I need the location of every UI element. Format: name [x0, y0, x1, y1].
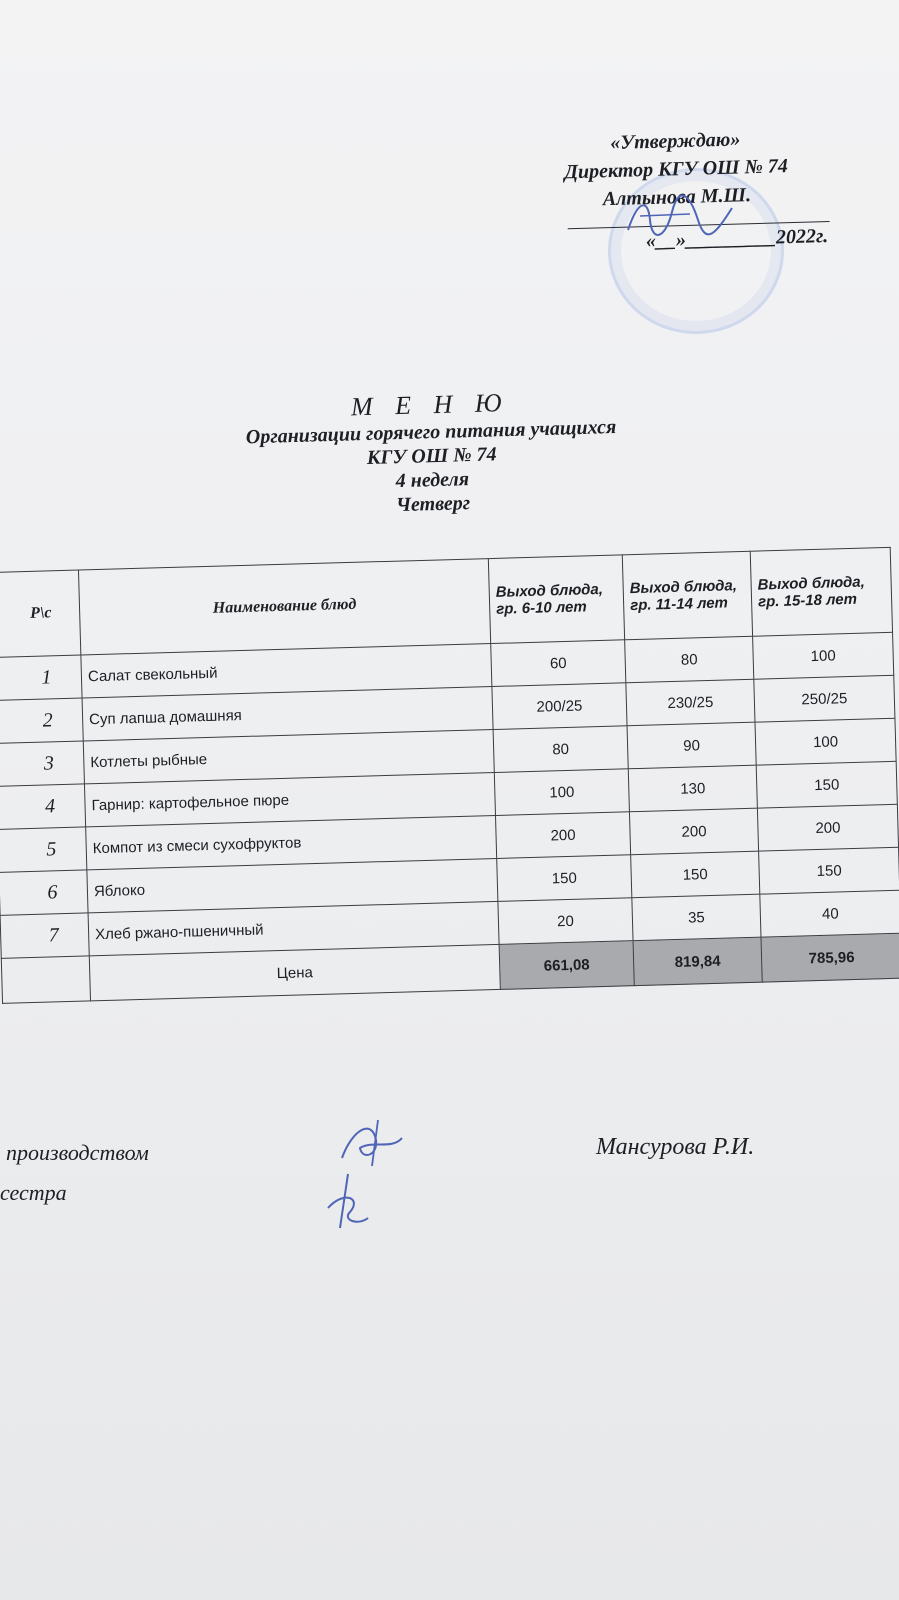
menu-table-wrap — [0, 547, 899, 1004]
director-signature — [620, 190, 740, 250]
dish-name: Яблоко — [87, 858, 498, 912]
approval-heading: «Утверждаю» — [609, 128, 741, 155]
header-portion-11-14: Выход блюда, гр. 11-14 лет — [622, 551, 752, 640]
dish-name: Суп лапша домашняя — [82, 687, 493, 741]
portion-15-18: 200 — [757, 804, 898, 851]
header-dish-name: Наименование блюд — [78, 559, 490, 655]
dish-name: Хлеб ржано-пшеничный — [88, 901, 499, 955]
header-portion-6-10: Выход блюда, гр. 6-10 лет — [488, 555, 624, 644]
row-number: 4 — [0, 784, 86, 829]
menu-school: КГУ ОШ № 74 — [366, 443, 497, 469]
portion-6-10: 150 — [497, 855, 632, 902]
portion-11-14: 200 — [629, 808, 758, 855]
portion-15-18: 150 — [756, 761, 897, 808]
nurse-signature — [318, 1168, 378, 1238]
dish-name: Компот из смеси сухофруктов — [86, 815, 497, 869]
portion-15-18: 100 — [755, 718, 896, 765]
price-label: Цена — [89, 944, 500, 1000]
menu-title-block — [150, 382, 713, 524]
portion-15-18: 100 — [753, 632, 894, 679]
portion-15-18: 150 — [759, 847, 899, 894]
price-15-18: 785,96 — [761, 933, 899, 982]
portion-11-14: 35 — [632, 894, 761, 941]
approval-name: Алтынова М.Ш. — [602, 184, 752, 211]
dish-name: Котлеты рыбные — [83, 730, 494, 784]
dish-name: Гарнир: картофельное пюре — [84, 772, 495, 826]
portion-6-10: 60 — [491, 640, 626, 687]
price-6-10: 661,08 — [499, 941, 634, 990]
footer-production-label: производством — [6, 1140, 149, 1165]
portion-6-10: 200/25 — [492, 683, 627, 730]
portion-11-14: 230/25 — [626, 679, 755, 726]
row-number: 6 — [0, 870, 88, 915]
menu-week: 4 неделя — [395, 468, 470, 493]
approval-director: Директор КГУ ОШ № 74 — [564, 155, 789, 184]
row-number: 3 — [0, 741, 84, 786]
approval-date: «__»_________2022г. — [645, 225, 829, 253]
footer-nurse-label: сестра — [0, 1180, 67, 1205]
row-number: 7 — [0, 913, 89, 958]
portion-6-10: 100 — [494, 769, 629, 816]
menu-organization: Организации горячего питания учащихся — [245, 415, 617, 449]
header-number: Р\с — [0, 570, 81, 657]
menu-table — [0, 547, 899, 1004]
price-11-14: 819,84 — [633, 937, 762, 986]
portion-15-18: 40 — [760, 890, 899, 937]
portion-6-10: 200 — [495, 812, 630, 859]
header-portion-15-18: Выход блюда, гр. 15-18 лет — [750, 547, 892, 636]
footer-signer-name: Мансурова Р.И. — [596, 1134, 755, 1160]
dish-name: Салат свекольный — [81, 644, 492, 698]
portion-11-14: 80 — [625, 636, 754, 683]
portion-15-18: 250/25 — [754, 675, 895, 722]
price-empty-cell — [1, 956, 90, 1003]
menu-title: М Е Н Ю — [350, 387, 510, 422]
portion-6-10: 80 — [493, 726, 628, 773]
production-signature — [332, 1110, 412, 1170]
portion-11-14: 130 — [628, 765, 757, 812]
portion-11-14: 150 — [631, 851, 760, 898]
row-number: 2 — [0, 698, 83, 743]
portion-6-10: 20 — [498, 898, 633, 945]
row-number: 1 — [0, 655, 82, 700]
menu-day: Четверг — [395, 492, 471, 517]
portion-11-14: 90 — [627, 722, 756, 769]
row-number: 5 — [0, 827, 87, 872]
